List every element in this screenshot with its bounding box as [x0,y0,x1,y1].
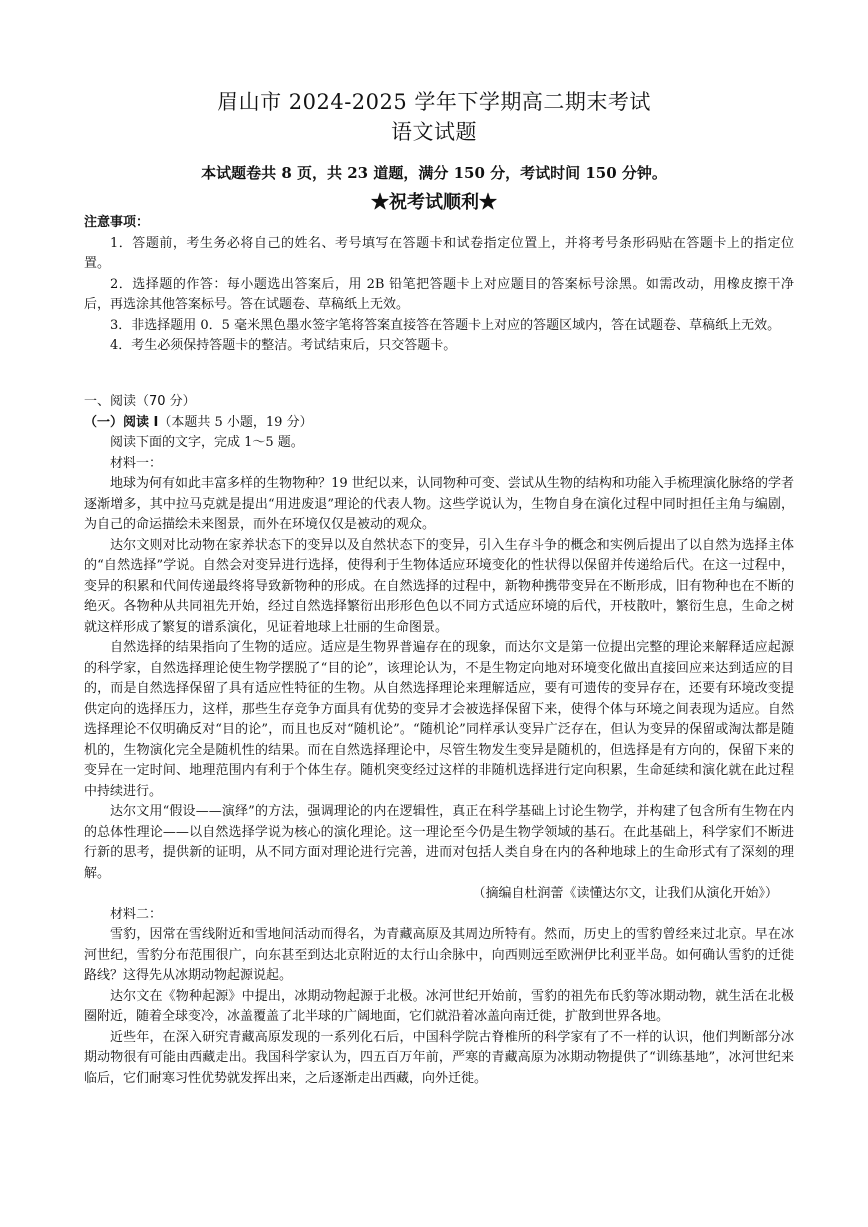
material-paragraph: 达尔文用“假设——演绎”的方法，强调理论的内在逻辑性，真正在科学基础上讨论生物学，并构建了包含所有生物在内的总体性理论——以自然选择学说为核心的演化理论。这一理论至今仍是生物学领域的基石。在此基础上，科学家们不断进行新的思考，提供新的证明，从不同方面对理论进行完善，进而对包括人类自身在内的各种地球上的生命形式有了深刻的理解。 [84,804,794,881]
material-label: 材料二： [110,906,163,922]
notice-item: 2．选择题的作答：每小题选出答案后，用 2B 铅笔把答题卡上对应题目的答案标号涂黑。如需改动，用橡皮擦干净后，再选涂其他答案标号。答在试题卷、草稿纸上无效。 [84,276,794,312]
notice-heading: 注意事项： [84,215,150,230]
reading-instruction: 阅读下面的文字，完成 1～5 题。 [110,435,304,450]
material-source: （摘编自杜润蕾《读懂达尔文，让我们从演化开始》） [472,886,778,901]
good-luck-banner: ★祝考试顺利★ [371,192,497,213]
material-paragraph: 雪豹，因常在雪线附近和雪地间活动而得名，为青藏高原及其周边所特有。然而，历史上的雪豹曾经来过北京。早在冰河世纪，雪豹分布范围很广，向东甚至到达北京附近的太行山余脉中，向西则远至欧洲伊比利亚半岛。如何确认雪豹的迁徙路线？这得先从冰期动物起源说起。 [84,927,794,983]
material-paragraph: 达尔文在《物种起源》中提出，冰期动物起源于北极。冰河世纪开始前，雪豹的祖先布氏豹等冰期动物，就生活在北极圈附近，随着全球变冷，冰盖覆盖了北半球的广阔地面，它们就沿着冰盖向南迁徙，扩散到世界各地。 [84,988,794,1024]
material-paragraph: 自然选择的结果指向了生物的适应。适应是生物界普遍存在的现象，而达尔文是第一位提出完整的理论来解释适应起源的科学家，自然选择理论使生物学摆脱了“目的论”，该理论认为，不是生物定向地对环境变化做出直接回应来达到适应的目的，而是自然选择保留了具有适应性特征的生物。从自然选择理论来理解适应，要有可遗传的变异存在，还要有环境改变提供定向的选择压力，这样，那些生存竞争方面具有优势的变异才会被选择保留下来，使得个体与环境之间表现为适应。自然选择理论不仅明确反对“目的论”，而且也反对“随机论”。“随机论”同样承认变异广泛存在，但认为变异的保留或淘汰都是随机的，生物演化完全是随机性的结果。而在自然选择理论中，尽管生物发生变异是随机的，但选择是有方向的，保留下来的变异在一定时间、地理范围内有利于个体生存。随机突变经过这样的非随机选择进行定向积累，生命延续和演化就在此过程中持续进行。 [84,640,794,799]
notice-item: 4．考生必须保持答题卡的整洁。考试结束后，只交答题卡。 [110,338,457,353]
exam-title: 眉山市 2024-2025 学年下学期高二期末考试 [217,90,651,114]
material-label: 材料一： [110,455,163,471]
material-paragraph: 达尔文则对比动物在家养状态下的变异以及自然状态下的变异，引入生存斗争的概念和实例后提出了以自然为选择主体的“自然选择”学说。自然会对变异进行选择，使得利于生物体适应环境变化的性状得以保留并传递给后代。在这一过程中，变异的积累和代间传递最终将导致新物种的形成。在自然选择的过程中，新物种携带变异在不断形成，旧有物种也在不断的绝灭。各物种从共同祖先开始，经过自然选择繁衍出形形色色以不同方式适应环境的后代，开枝散叶，繁衍生息，生命之树就这样形成了繁复的谱系演化，见证着地球上壮丽的生命图景。 [84,537,794,635]
notice-item: 3．非选择题用 0．5 毫米黑色墨水签字笔将答案直接答在答题卡上对应的答题区域内，答在试题卷、草稿纸上无效。 [110,317,781,333]
section-heading: 一、阅读（70 分） [84,394,196,409]
reading-section [84,392,794,1089]
subsection-note: （本题共 5 小题，19 分） [158,414,313,430]
subsection-title: （一）阅读 I [84,414,159,430]
notice-item: 1．答题前，考生务必将自己的姓名、考号填写在答题卡和试卷指定位置上，并将考号条形码贴在答题卡上的指定位置。 [84,235,794,271]
exam-subtitle: 语文试题 [391,120,477,144]
material-paragraph: 近些年，在深入研究青藏高原发现的一系列化石后，中国科学院古脊椎所的科学家有了不一样的认识，他们判断部分冰期动物很有可能由西藏走出。我国科学家认为，四五百万年前，严寒的青藏高原为冰期动物提供了“训练基地”，冰河世纪来临后，它们耐寒习性优势就发挥出来，之后逐渐走出西藏，向外迁徙。 [84,1029,794,1086]
material-paragraph: 地球为何有如此丰富多样的生物物种？19 世纪以来，认同物种可变、尝试从生物的结构和功能入手梳理演化脉络的学者逐渐增多，其中拉马克就是提出“用进废退”理论的代表人物。这些学说认为，生物自身在演化过程中同时担任主角与编剧，为自己的命运描绘未来图景，而外在环境仅仅是被动的观众。 [84,476,794,532]
notice-section [84,213,794,357]
exam-info: 本试题卷共 8 页，共 23 道题，满分 150 分，考试时间 150 分钟。 [201,164,667,182]
subsection-heading [84,413,794,434]
